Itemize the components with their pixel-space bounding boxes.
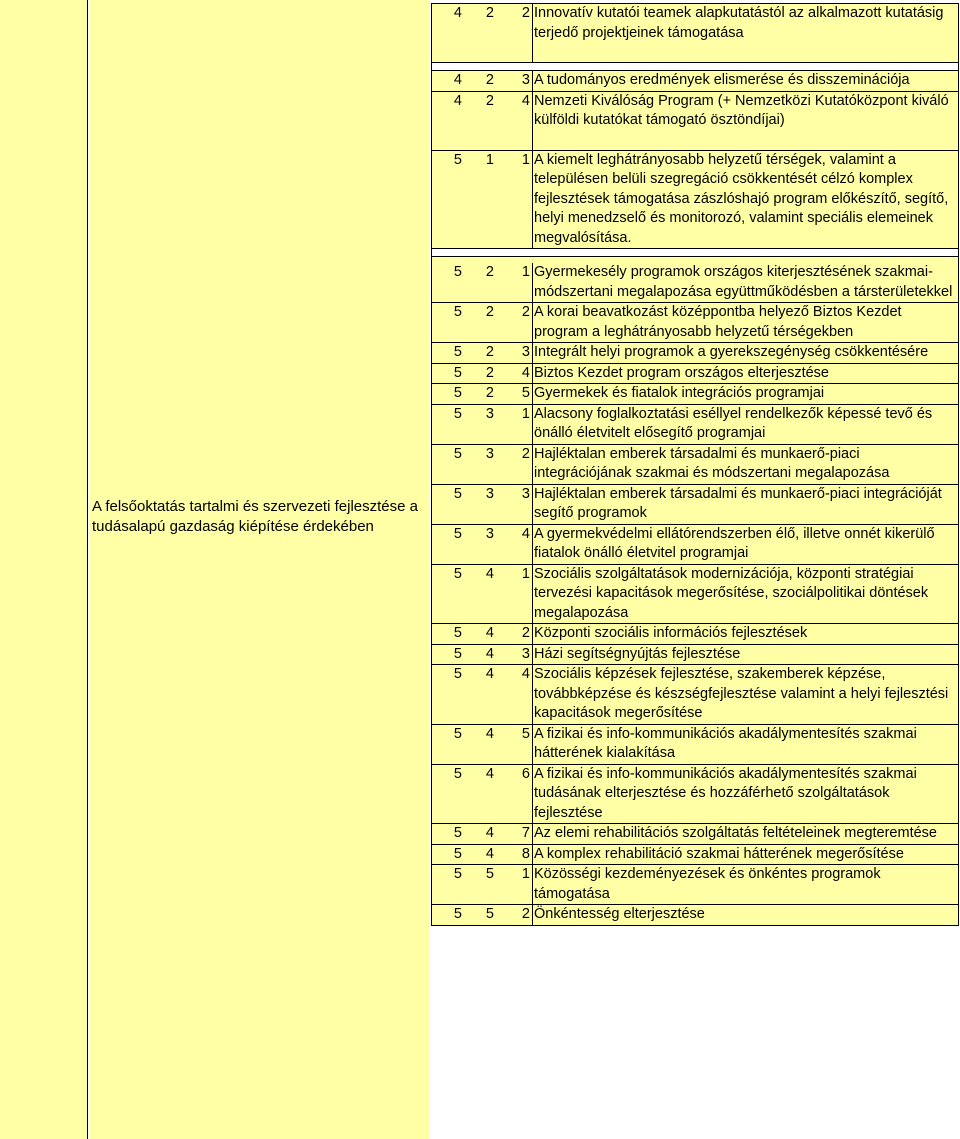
measure-description: Biztos Kezdet program országos elterjesztése [534, 364, 829, 381]
code-level-1: 5 [453, 565, 462, 582]
table-row [432, 623, 958, 644]
table-row [432, 764, 958, 824]
code-level-1: 5 [453, 385, 462, 401]
code-level-2: 2 [485, 5, 494, 21]
code-level-3: 4 [498, 665, 533, 724]
code-level-3: 3 [498, 343, 533, 363]
table-row [432, 864, 958, 904]
table-row [432, 444, 958, 484]
code-level-3: 3 [498, 645, 533, 665]
table-row [432, 404, 958, 444]
code-level-1: 5 [453, 725, 462, 742]
code-level-1: 5 [453, 866, 462, 882]
code-level-1: 5 [453, 264, 462, 280]
measure-description: Innovatív kutatói teamek alapkutatástól az alkalmazott kutatásig terjedő projektjeinek támogatása [534, 5, 944, 41]
table-row [432, 844, 958, 865]
code-level-3: 3 [498, 71, 533, 91]
measure-description: Szociális képzések fejlesztése, szakemberek képzése, továbbképzése és készségfejlesztése valamint a helyi fejlesztési kapacitások megerősítése [534, 666, 949, 721]
code-level-1: 5 [453, 405, 462, 422]
code-level-3: 4 [498, 364, 533, 384]
code-level-2: 4 [485, 825, 494, 841]
code-level-2: 2 [485, 385, 494, 401]
measure-description: Az elemi rehabilitációs szolgáltatás feltételeinek megteremtése [534, 825, 937, 841]
group-separator [432, 63, 958, 70]
code-level-2: 3 [485, 485, 494, 502]
table-row [432, 564, 958, 624]
measure-description: Alacsony foglalkoztatási eséllyel rendelkezők képessé tevő és önálló életvitelt elősegítő programjai [534, 405, 933, 441]
table-row [432, 342, 958, 363]
measure-description: Házi segítségnyújtás fejlesztése [534, 645, 741, 662]
table-group [432, 256, 958, 926]
code-level-1: 4 [453, 5, 462, 21]
table-row [432, 71, 958, 91]
code-level-2: 2 [485, 72, 494, 88]
table-row [432, 150, 958, 249]
measure-description: A fizikai és info-kommunikációs akadálymentesítés szakmai hátterének kialakítása [534, 725, 917, 761]
section-column [90, 0, 429, 1139]
measure-description: Szociális szolgáltatások modernizációja, központi stratégiai tervezési kapacitások megerősítése, szociálpolitikai döntések megalapozása [534, 565, 929, 621]
code-level-3: 3 [498, 485, 533, 524]
table-row [432, 363, 958, 384]
code-level-2: 4 [485, 565, 494, 582]
code-level-2: 4 [485, 725, 494, 742]
code-level-3: 4 [498, 92, 533, 150]
code-level-2: 4 [485, 765, 494, 782]
code-level-2: 5 [485, 906, 494, 922]
measure-description: Integrált helyi programok a gyerekszegénység csökkentésére [534, 344, 929, 360]
table-group [432, 3, 958, 63]
code-level-2: 4 [485, 625, 494, 641]
measure-description: A fizikai és info-kommunikációs akadálymentesítés szakmai tudásának elterjesztése és hozzáférhető szolgáltatások fejlesztése [534, 765, 917, 821]
table-row [432, 823, 958, 844]
code-level-3: 2 [498, 624, 533, 644]
code-level-3: 5 [498, 384, 533, 404]
measure-description: Központi szociális információs fejlesztések [534, 625, 808, 641]
measure-description: A kiemelt leghátrányosabb helyzetű térségek, valamint a településen belüli szegregáció csökkentését célzó komplex fejlesztések támogatása zászlóshajó program előkészítő, segítő, helyi menedzselő és monitorozó, valamint speciális elemeinek megvalósítása. [534, 151, 949, 246]
code-level-2: 2 [485, 344, 494, 360]
code-level-3: 4 [498, 525, 533, 564]
measure-description: Önkéntesség elterjesztése [534, 906, 705, 922]
code-level-2: 4 [485, 845, 494, 862]
measure-description: Nemzeti Kiválóság Program (+ Nemzetközi Kutatóközpont kiváló külföldi kutatókat támogató ösztöndíjai) [534, 92, 949, 128]
code-level-1: 4 [453, 72, 462, 88]
code-level-2: 5 [485, 866, 494, 882]
code-level-3: 2 [498, 905, 533, 925]
code-level-1: 5 [453, 645, 462, 662]
table-row [432, 383, 958, 404]
code-level-3: 1 [498, 151, 533, 249]
measure-description: Közösségi kezdeményezések és önkéntes programok támogatása [534, 866, 881, 902]
code-level-3: 1 [498, 865, 533, 904]
group-separator [432, 249, 958, 256]
measure-description: A komplex rehabilitáció szakmai hátterének megerősítése [534, 845, 904, 862]
measure-description: Gyermekesély programok országos kiterjesztésének szakmai-módszertani megalapozása együttműködésben a társterületekkel [534, 264, 953, 300]
table-row [432, 644, 958, 665]
table-row [432, 302, 958, 342]
code-level-2: 2 [485, 364, 494, 381]
measures-table [431, 3, 959, 926]
measure-description: A tudományos eredmények elismerése és disszeminációja [534, 72, 910, 88]
code-level-1: 5 [453, 825, 462, 841]
table-row [432, 664, 958, 724]
measure-description: Hajléktalan emberek társadalmi és munkaerő-piaci integrációjának szakmai és módszertani megalapozása [534, 445, 890, 481]
code-level-1: 5 [453, 151, 462, 168]
code-level-1: 5 [453, 666, 462, 682]
code-level-2: 4 [485, 645, 494, 662]
code-level-1: 5 [453, 765, 462, 782]
table-row [432, 524, 958, 564]
code-level-1: 5 [453, 304, 462, 320]
code-level-3: 6 [498, 765, 533, 824]
measure-description: A korai beavatkozást középpontba helyező Biztos Kezdet program a leghátrányosabb helyzetű térségekben [534, 304, 902, 340]
code-level-2: 2 [485, 304, 494, 320]
code-level-3: 5 [498, 725, 533, 764]
section-label: A felsőoktatás tartalmi és szervezeti fejlesztése a tudásalapú gazdaság kiépítése érdekében [92, 498, 418, 535]
code-level-2: 3 [485, 445, 494, 462]
code-level-2: 1 [485, 151, 494, 168]
code-level-3: 1 [498, 565, 533, 624]
table-row [432, 4, 958, 62]
code-level-2: 4 [485, 666, 494, 682]
measure-description: Hajléktalan emberek társadalmi és munkaerő-piaci integrációját segítő programok [534, 485, 942, 521]
code-level-3: 8 [498, 845, 533, 865]
code-level-3: 2 [498, 303, 533, 342]
code-level-1: 5 [453, 845, 462, 862]
table-row [432, 724, 958, 764]
code-level-1: 4 [453, 92, 462, 109]
code-level-2: 3 [485, 525, 494, 542]
code-level-1: 5 [453, 625, 462, 641]
table-row [432, 91, 958, 150]
code-level-1: 5 [453, 445, 462, 462]
left-column [0, 0, 88, 1139]
code-level-3: 1 [498, 263, 533, 302]
table-row [432, 484, 958, 524]
measure-description: Gyermekek és fiatalok integrációs programjai [534, 385, 825, 401]
code-level-2: 3 [485, 405, 494, 422]
code-level-2: 2 [485, 264, 494, 280]
table-row [432, 904, 958, 925]
code-level-3: 7 [498, 824, 533, 844]
code-level-1: 5 [453, 906, 462, 922]
code-level-1: 5 [453, 364, 462, 381]
table-group [432, 70, 958, 249]
table-row [432, 257, 958, 302]
code-level-2: 2 [485, 92, 494, 109]
code-level-1: 5 [453, 344, 462, 360]
measure-description: A gyermekvédelmi ellátórendszerben élő, illetve onnét kikerülő fiatalok önálló életvitel programjai [534, 525, 935, 561]
code-level-1: 5 [453, 485, 462, 502]
code-level-3: 1 [498, 405, 533, 444]
code-level-3: 2 [498, 4, 533, 62]
code-level-1: 5 [453, 525, 462, 542]
code-level-3: 2 [498, 445, 533, 484]
